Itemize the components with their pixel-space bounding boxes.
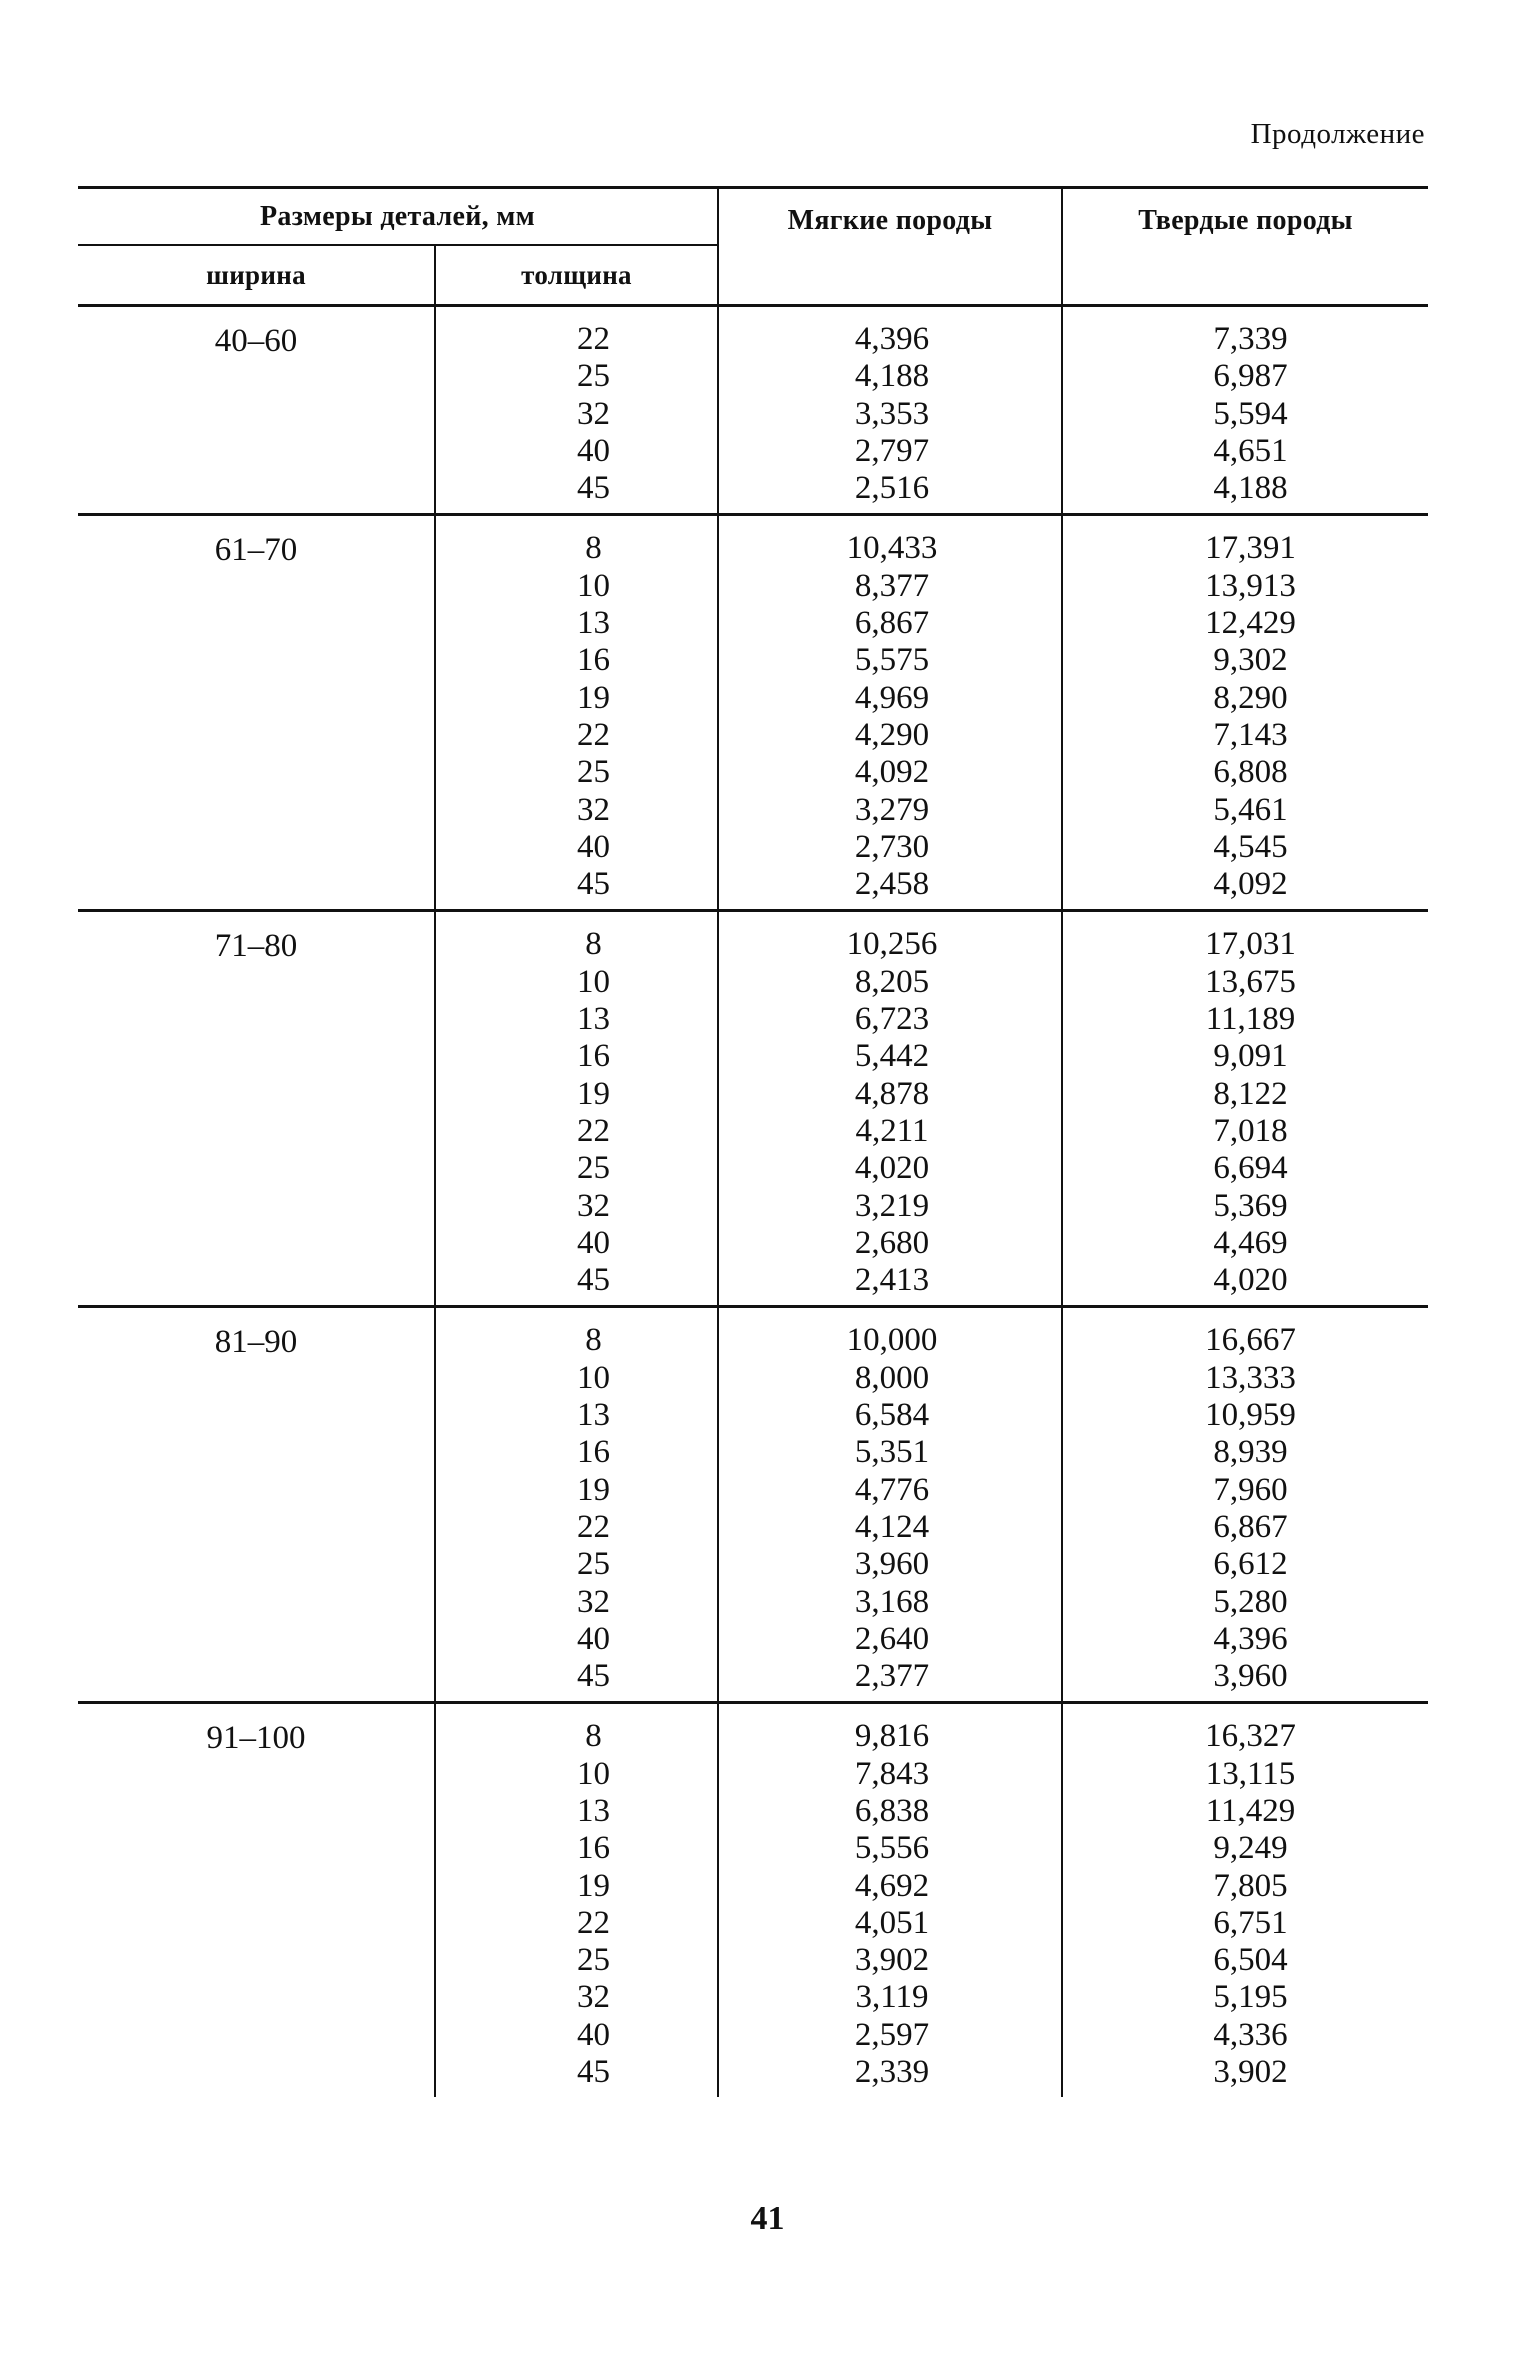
thickness-value: 45 bbox=[577, 470, 610, 507]
hard-wood-value: 8,122 bbox=[1213, 1075, 1288, 1112]
hard-wood-value: 7,805 bbox=[1213, 1867, 1288, 1904]
hard-wood-value: 17,391 bbox=[1205, 530, 1296, 567]
soft-wood-value: 4,092 bbox=[854, 754, 930, 791]
continuation-label: Продолжение bbox=[1250, 118, 1425, 150]
thickness-value: 45 bbox=[577, 2054, 610, 2091]
hard-wood-value: 8,290 bbox=[1213, 679, 1288, 716]
hard-wood-value: 5,369 bbox=[1213, 1187, 1288, 1224]
hard-wood-value: 5,195 bbox=[1213, 1979, 1288, 2016]
width-range-cell: 81–90 bbox=[214, 1324, 298, 1361]
hard-wood-value: 7,960 bbox=[1213, 1471, 1288, 1508]
hard-wood-value: 16,667 bbox=[1205, 1322, 1296, 1359]
soft-column-cell bbox=[718, 1703, 1062, 2097]
thickness-value: 16 bbox=[577, 1434, 610, 1471]
soft-column-cell bbox=[718, 911, 1062, 1307]
thickness-value: 32 bbox=[577, 1979, 610, 2016]
thickness-column-cell bbox=[435, 911, 718, 1307]
thickness-value: 32 bbox=[577, 395, 610, 432]
hard-wood-value: 13,675 bbox=[1205, 963, 1296, 1000]
hard-wood-value: 7,143 bbox=[1213, 716, 1288, 753]
data-table bbox=[78, 186, 1428, 2097]
soft-wood-value: 4,878 bbox=[854, 1075, 930, 1112]
thickness-value: 22 bbox=[577, 1508, 610, 1545]
hard-wood-value: 4,188 bbox=[1213, 470, 1288, 507]
soft-wood-value: 10,433 bbox=[846, 530, 938, 567]
soft-column-cell bbox=[718, 306, 1062, 515]
hard-wood-value: 4,651 bbox=[1213, 432, 1288, 469]
soft-wood-value: 4,124 bbox=[854, 1508, 930, 1545]
thickness-value: 8 bbox=[585, 1718, 602, 1755]
thickness-value: 22 bbox=[577, 1112, 610, 1149]
soft-wood-value: 3,279 bbox=[854, 791, 930, 828]
table-group bbox=[78, 1703, 1428, 2097]
hard-wood-value: 5,280 bbox=[1213, 1583, 1288, 1620]
hard-wood-value: 12,429 bbox=[1205, 605, 1296, 642]
thickness-value: 40 bbox=[577, 2016, 610, 2053]
thickness-value: 40 bbox=[577, 1224, 610, 1261]
hard-column-cell bbox=[1062, 515, 1428, 911]
thickness-value: 13 bbox=[577, 1792, 610, 1829]
hard-wood-value: 4,020 bbox=[1213, 1262, 1288, 1299]
hard-wood-value: 7,018 bbox=[1213, 1112, 1288, 1149]
thickness-value: 13 bbox=[577, 1001, 610, 1038]
soft-wood-value: 6,867 bbox=[854, 605, 930, 642]
hard-wood-value: 6,867 bbox=[1213, 1508, 1288, 1545]
soft-wood-value: 5,442 bbox=[854, 1038, 930, 1075]
hard-wood-value: 5,461 bbox=[1213, 791, 1288, 828]
soft-wood-value: 6,584 bbox=[854, 1397, 930, 1434]
soft-wood-value: 5,575 bbox=[854, 642, 930, 679]
soft-wood-value: 3,119 bbox=[855, 1979, 929, 2016]
hard-wood-value: 3,960 bbox=[1213, 1658, 1288, 1695]
hard-wood-value: 4,469 bbox=[1213, 1224, 1288, 1261]
soft-wood-value: 5,556 bbox=[854, 1830, 930, 1867]
soft-wood-value: 4,290 bbox=[854, 716, 930, 753]
thickness-value: 19 bbox=[577, 679, 610, 716]
hard-wood-value: 6,694 bbox=[1213, 1150, 1288, 1187]
soft-wood-value: 8,000 bbox=[854, 1359, 930, 1396]
hard-wood-value: 13,333 bbox=[1205, 1359, 1296, 1396]
thickness-column-cell bbox=[435, 515, 718, 911]
soft-wood-value: 2,597 bbox=[854, 2016, 930, 2053]
hard-wood-value: 10,959 bbox=[1205, 1397, 1296, 1434]
soft-wood-value: 5,351 bbox=[854, 1434, 930, 1471]
hard-wood-value: 17,031 bbox=[1205, 926, 1296, 963]
thickness-value: 19 bbox=[577, 1075, 610, 1112]
soft-wood-value: 2,339 bbox=[854, 2054, 930, 2091]
thickness-value: 45 bbox=[577, 866, 610, 903]
soft-wood-value: 8,205 bbox=[854, 963, 930, 1000]
soft-wood-value: 3,902 bbox=[854, 1942, 930, 1979]
soft-wood-value: 4,020 bbox=[854, 1150, 930, 1187]
soft-wood-value: 2,640 bbox=[854, 1620, 930, 1657]
hard-wood-value: 3,902 bbox=[1213, 2054, 1288, 2091]
soft-wood-value: 4,396 bbox=[854, 321, 930, 357]
soft-wood-value: 2,680 bbox=[854, 1224, 930, 1261]
table-row bbox=[78, 306, 1428, 515]
soft-wood-value: 3,960 bbox=[854, 1546, 930, 1583]
hard-wood-value: 11,429 bbox=[1205, 1792, 1296, 1829]
hard-wood-value: 4,396 bbox=[1213, 1620, 1288, 1657]
table-header bbox=[78, 188, 1428, 306]
thickness-column-cell bbox=[435, 306, 718, 515]
hard-wood-value: 6,987 bbox=[1213, 358, 1288, 395]
hard-column-cell bbox=[1062, 1307, 1428, 1703]
thickness-value: 45 bbox=[577, 1262, 610, 1299]
soft-wood-value: 4,969 bbox=[854, 679, 930, 716]
thickness-value: 25 bbox=[577, 1546, 610, 1583]
thickness-column-cell bbox=[435, 1703, 718, 2097]
hard-wood-value: 4,092 bbox=[1213, 866, 1288, 903]
header-width: ширина bbox=[206, 259, 306, 290]
hard-wood-value: 4,545 bbox=[1213, 828, 1288, 865]
thickness-value: 8 bbox=[585, 1322, 602, 1359]
thickness-value: 40 bbox=[577, 432, 610, 469]
table-row bbox=[78, 911, 1428, 1307]
thickness-value: 10 bbox=[577, 1755, 610, 1792]
hard-wood-value: 9,249 bbox=[1213, 1830, 1288, 1867]
thickness-value: 16 bbox=[577, 1038, 610, 1075]
soft-wood-value: 4,051 bbox=[854, 1904, 930, 1941]
hard-wood-value: 9,091 bbox=[1213, 1038, 1288, 1075]
thickness-value: 32 bbox=[577, 1187, 610, 1224]
soft-wood-value: 3,353 bbox=[854, 395, 930, 432]
soft-column-cell bbox=[718, 515, 1062, 911]
thickness-value: 8 bbox=[585, 926, 602, 963]
thickness-value: 25 bbox=[577, 1150, 610, 1187]
thickness-value: 25 bbox=[577, 754, 610, 791]
page-number: 41 bbox=[750, 2200, 785, 2237]
thickness-value: 19 bbox=[577, 1471, 610, 1508]
hard-column-cell bbox=[1062, 1703, 1428, 2097]
hard-wood-value: 13,115 bbox=[1205, 1755, 1296, 1792]
hard-column-cell bbox=[1062, 306, 1428, 515]
soft-wood-value: 8,377 bbox=[854, 567, 930, 604]
hard-wood-value: 16,327 bbox=[1205, 1718, 1296, 1755]
hard-wood-value: 11,189 bbox=[1205, 1001, 1296, 1038]
hard-wood-value: 4,336 bbox=[1213, 2016, 1288, 2053]
soft-wood-value: 4,692 bbox=[854, 1867, 930, 1904]
table-row bbox=[78, 1703, 1428, 2097]
thickness-column-cell bbox=[435, 1307, 718, 1703]
soft-column-cell bbox=[718, 1307, 1062, 1703]
table-group bbox=[78, 1307, 1428, 1703]
soft-wood-value: 10,000 bbox=[846, 1322, 938, 1359]
table-group bbox=[78, 306, 1428, 515]
width-range-cell: 91–100 bbox=[206, 1720, 306, 1757]
table-row bbox=[78, 1307, 1428, 1703]
hard-column-cell bbox=[1062, 911, 1428, 1307]
thickness-value: 32 bbox=[577, 791, 610, 828]
thickness-value: 22 bbox=[577, 716, 610, 753]
soft-wood-value: 3,168 bbox=[854, 1583, 930, 1620]
header-thickness: толщина bbox=[435, 245, 718, 306]
hard-wood-value: 9,302 bbox=[1213, 642, 1288, 679]
header-hard: Твердые породы bbox=[1062, 188, 1428, 306]
thickness-value: 19 bbox=[577, 1867, 610, 1904]
hard-wood-value: 13,913 bbox=[1205, 567, 1296, 604]
thickness-value: 10 bbox=[577, 567, 610, 604]
soft-wood-value: 9,816 bbox=[854, 1718, 930, 1755]
thickness-value: 32 bbox=[577, 1583, 610, 1620]
thickness-value: 8 bbox=[585, 530, 602, 567]
width-range-cell: 40–60 bbox=[214, 323, 298, 359]
thickness-value: 22 bbox=[577, 1904, 610, 1941]
soft-wood-value: 2,458 bbox=[854, 866, 930, 903]
soft-wood-value: 2,377 bbox=[854, 1658, 930, 1695]
soft-wood-value: 4,188 bbox=[854, 358, 930, 395]
thickness-value: 25 bbox=[577, 1942, 610, 1979]
thickness-value: 16 bbox=[577, 1830, 610, 1867]
table-group bbox=[78, 515, 1428, 911]
thickness-value: 10 bbox=[577, 1359, 610, 1396]
soft-wood-value: 3,219 bbox=[854, 1187, 930, 1224]
soft-wood-value: 7,843 bbox=[854, 1755, 930, 1792]
hard-wood-value: 7,339 bbox=[1213, 321, 1288, 357]
width-range-cell: 61–70 bbox=[214, 532, 298, 569]
soft-wood-value: 6,723 bbox=[854, 1001, 930, 1038]
header-sizes: Размеры деталей, мм bbox=[78, 188, 718, 246]
hard-wood-value: 6,808 bbox=[1213, 754, 1288, 791]
soft-wood-value: 2,730 bbox=[854, 828, 930, 865]
hard-wood-value: 6,504 bbox=[1213, 1942, 1288, 1979]
soft-wood-value: 2,516 bbox=[854, 470, 930, 507]
soft-wood-value: 2,413 bbox=[854, 1262, 930, 1299]
hard-wood-value: 6,612 bbox=[1213, 1546, 1288, 1583]
thickness-value: 45 bbox=[577, 1658, 610, 1695]
thickness-value: 16 bbox=[577, 642, 610, 679]
table-row bbox=[78, 515, 1428, 911]
hard-wood-value: 5,594 bbox=[1213, 395, 1288, 432]
thickness-value: 13 bbox=[577, 605, 610, 642]
thickness-value: 40 bbox=[577, 828, 610, 865]
soft-wood-value: 6,838 bbox=[854, 1792, 930, 1829]
soft-wood-value: 2,797 bbox=[854, 432, 930, 469]
thickness-value: 22 bbox=[577, 321, 610, 357]
header-soft: Мягкие породы bbox=[718, 188, 1062, 306]
thickness-value: 25 bbox=[577, 358, 610, 395]
data-table-container bbox=[78, 186, 1428, 2097]
table-group bbox=[78, 911, 1428, 1307]
thickness-value: 40 bbox=[577, 1620, 610, 1657]
soft-wood-value: 4,211 bbox=[855, 1112, 929, 1149]
soft-wood-value: 10,256 bbox=[846, 926, 938, 963]
soft-wood-value: 4,776 bbox=[854, 1471, 930, 1508]
thickness-value: 13 bbox=[577, 1397, 610, 1434]
thickness-value: 10 bbox=[577, 963, 610, 1000]
hard-wood-value: 8,939 bbox=[1213, 1434, 1288, 1471]
hard-wood-value: 6,751 bbox=[1213, 1904, 1288, 1941]
width-range-cell: 71–80 bbox=[214, 928, 298, 965]
